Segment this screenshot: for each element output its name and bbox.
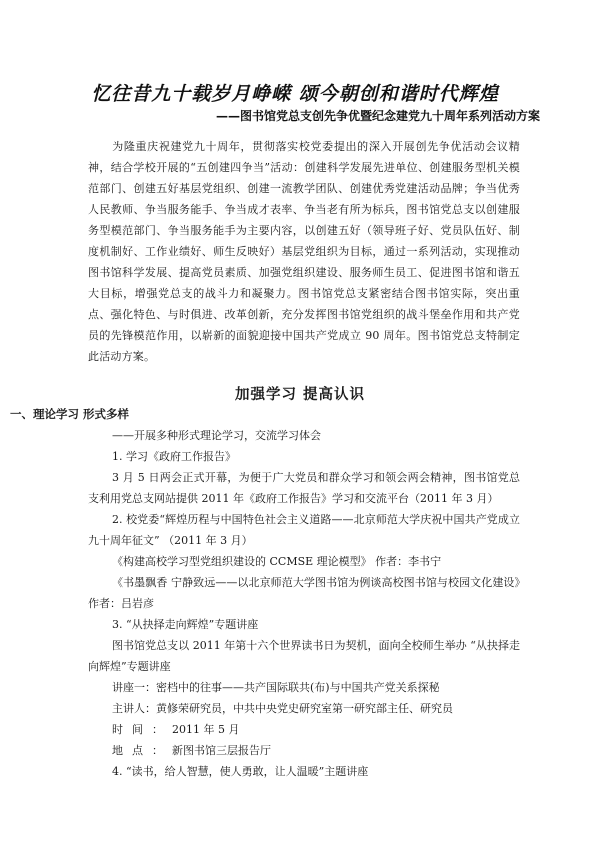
- item2-essay1: 《构建高校学习型党组织建设的 CCMSE 理论模型》 作者：李书宁: [112, 555, 442, 568]
- document-title: 忆往昔九十载岁月峥嵘 颂今朝创和谐时代辉煌: [91, 83, 499, 105]
- time-label: 时间：: [112, 723, 172, 736]
- intro-paragraph: 为隆重庆祝建党九十周年，贯彻落实校党委提出的深入开展创先争优活动会议精神，结合学校开展的“五创建四争当”活动：创建科学发展先进单位、创建服务型机关模范部门、创建五好基层党组织、创建一流教学团队、创建优秀党建活动品牌；争当优秀人民教师、争当服务能手、争当成才表率、争当老有所为标兵，图书馆党总支以创建服务型模范部门、争当服务能手为主要内容，以创建五好（领导班子好、党员队伍好、制度机制好、工作业绩好、师生反映好）基层党组织为目标，通过一系列活动，实现推动图书馆科学发展、提高党员素质、加强党组织建设、服务师生员工、促进图书馆和谐五大目标，增强党总支的战斗力和凝聚力。图书馆党总支紧密结合图书馆实际，突出重点、强化特色、与时俱进、改革创新，充分发挥图书馆党组织的战斗堡垒作用和共产党员的先锋模范作用，以崭新的面貌迎接中国共产党成立 90 周年。图书馆党总支特制定此活动方案。: [88, 140, 520, 363]
- time-value: 2011 年 5 月: [172, 723, 240, 736]
- item1-text: 3 月 5 日两会正式开幕，为便于广大党员和群众学习和领会两会精神，图书馆党总支利用党总支网站提供 2011 年《政府工作报告》学习和交流平台（2011 年 3 月）: [88, 471, 520, 505]
- place-label: 地点：: [112, 744, 172, 757]
- item2-essay2: 《书墨飘香 宁静致远——以北京师范大学图书馆为例谈高校图书馆与校园文化建设》作者：吕岩彦: [88, 576, 520, 610]
- item3-host: 主讲人：黄修荣研究员，中共中央党史研究室第一研究部主任、研究员: [112, 702, 453, 715]
- item3-title: 3. “从抉择走向辉煌”专题讲座: [112, 618, 259, 631]
- part1-heading: 一、理论学习 形式多样: [10, 407, 130, 421]
- section-heading: 加强学习 提高认识: [234, 387, 366, 403]
- place-value: 新图书馆三层报告厅: [172, 744, 271, 757]
- part1-intro-line: ——开展多种形式理论学习，交流学习体会: [112, 429, 321, 442]
- section-body: [10, 404, 520, 782]
- item1-title: 1. 学习《政府工作报告》: [112, 450, 236, 463]
- item3-text: 图书馆党总支以 2011 年第十六个世界读书日为契机，面向全校师生举办 “从抉择走向辉煌”专题讲座: [88, 639, 520, 673]
- document-subtitle: ——图书馆党总支创先争优暨纪念建党九十周年系列活动方案: [215, 109, 540, 123]
- item3-place: [88, 740, 520, 761]
- item3-time: [88, 719, 520, 740]
- item3-topic: 讲座一：密档中的往事——共产国际联共(布)与中国共产党关系探秘: [112, 681, 440, 694]
- item2-title: 2. 校党委“辉煌历程与中国特色社会主义道路——北京师范大学庆祝中国共产党成立九十周年征文” （2011 年 3 月）: [88, 513, 520, 547]
- item4-title: 4. “读书，给人智慧，使人勇敢，让人温暖”主题讲座: [112, 765, 369, 778]
